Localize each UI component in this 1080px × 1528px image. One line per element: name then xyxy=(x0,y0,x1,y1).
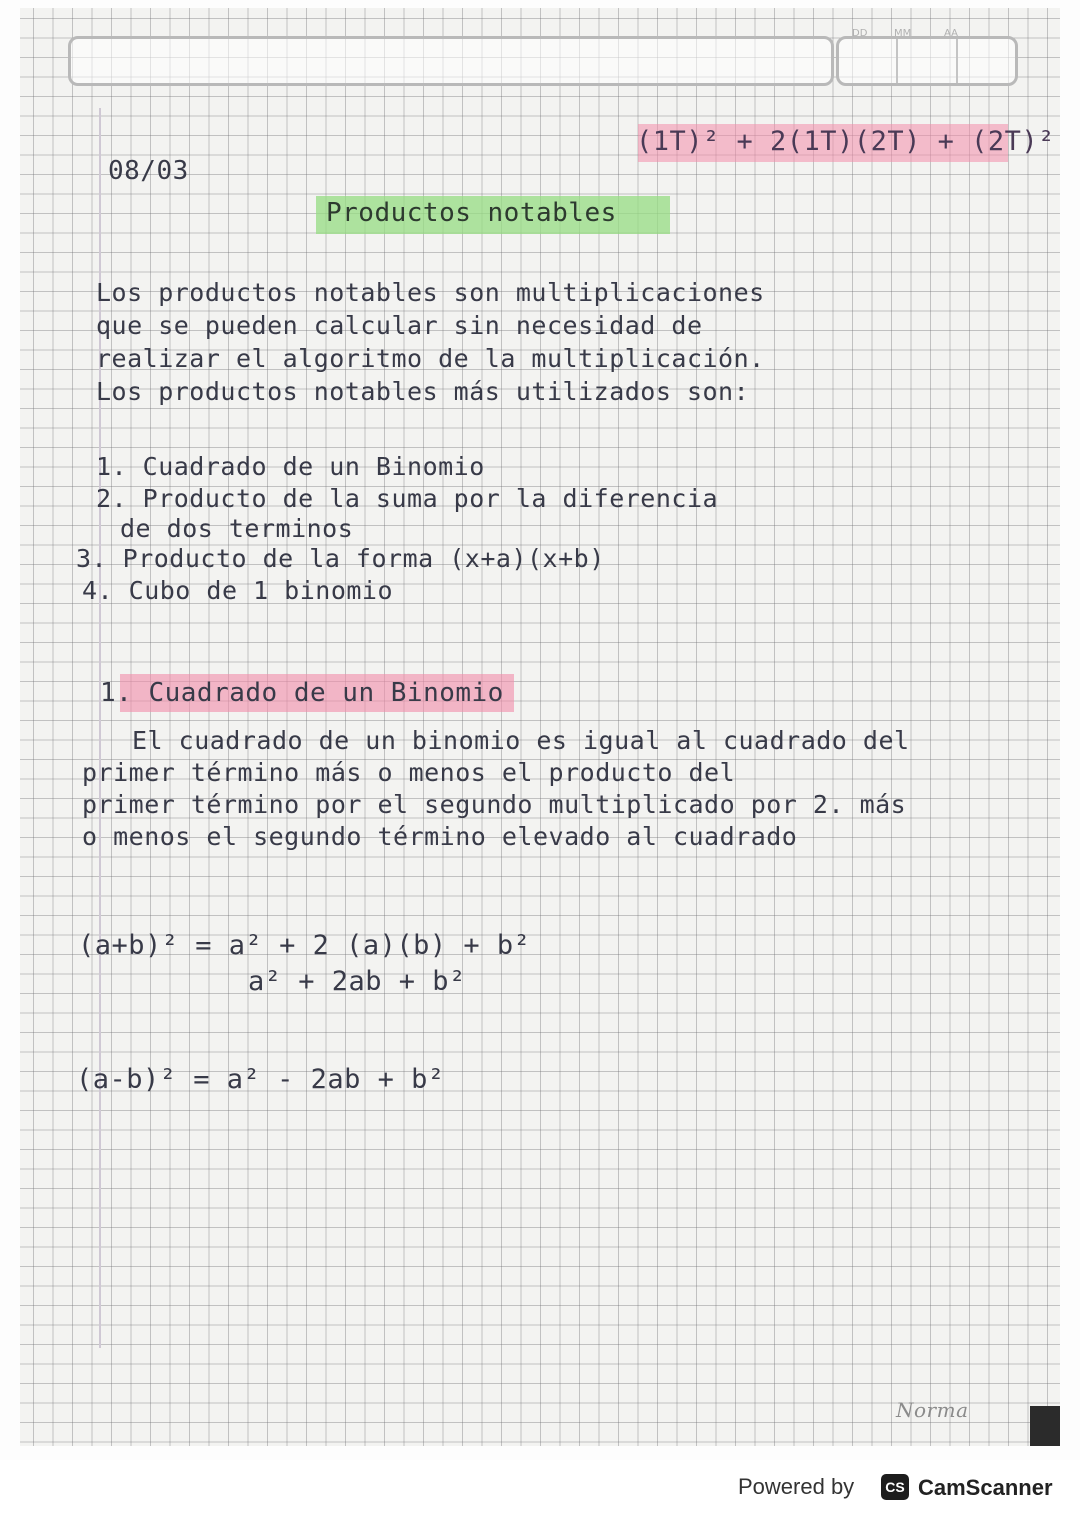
section-title: 1. Cuadrado de un Binomio xyxy=(100,678,504,708)
date-box-day xyxy=(839,39,898,83)
equation-square-difference: (a-b)² = a² - 2ab + b² xyxy=(76,1064,445,1095)
list-item-3: 3. Producto de la forma (x+a)(x+b) xyxy=(76,544,605,573)
date-box-year xyxy=(958,39,1015,83)
notebook-page xyxy=(20,8,1060,1446)
written-date: 08/03 xyxy=(108,156,189,186)
intro-line-4: Los productos notables más utilizados son: xyxy=(96,377,750,406)
camscanner-icon: CS xyxy=(881,1474,909,1500)
camscanner-brand: CamScanner xyxy=(918,1475,1053,1500)
date-label-day: DD xyxy=(852,28,868,39)
list-item-1: 1. Cuadrado de un Binomio xyxy=(96,452,485,481)
definition-line-2: primer término más o menos el producto del xyxy=(82,758,736,787)
date-label-year: AA xyxy=(944,28,958,39)
top-formula: (1T)² + 2(1T)(2T) + (2T)² xyxy=(636,126,1055,157)
list-item-2-cont: de dos terminos xyxy=(120,514,354,543)
header-title-box xyxy=(68,36,834,86)
list-item-4: 4. Cubo de 1 binomio xyxy=(82,576,394,605)
date-label-month: MM xyxy=(894,28,912,39)
intro-line-2: que se pueden calcular sin necesidad de xyxy=(96,311,703,340)
equation-square-sum-simplified: a² + 2ab + b² xyxy=(248,966,466,997)
page-title: Productos notables xyxy=(326,198,617,228)
definition-line-3: primer término por el segundo multiplicado por 2. más xyxy=(82,790,907,819)
powered-by-label: Powered by xyxy=(738,1474,855,1499)
header-date-boxes xyxy=(836,36,1018,86)
definition-line-1: El cuadrado de un binomio es igual al cuadrado del xyxy=(132,726,910,755)
date-box-month xyxy=(898,39,957,83)
intro-line-1: Los productos notables son multiplicaciones xyxy=(96,278,765,307)
list-item-2: 2. Producto de la suma por la diferencia xyxy=(96,484,719,513)
page-corner-shadow xyxy=(1030,1406,1060,1446)
intro-line-3: realizar el algoritmo de la multiplicación. xyxy=(96,344,765,373)
equation-square-sum: (a+b)² = a² + 2 (a)(b) + b² xyxy=(78,930,531,961)
notebook-brand-logo: Norma xyxy=(896,1398,969,1422)
definition-line-4: o menos el segundo término elevado al cuadrado xyxy=(82,822,798,851)
